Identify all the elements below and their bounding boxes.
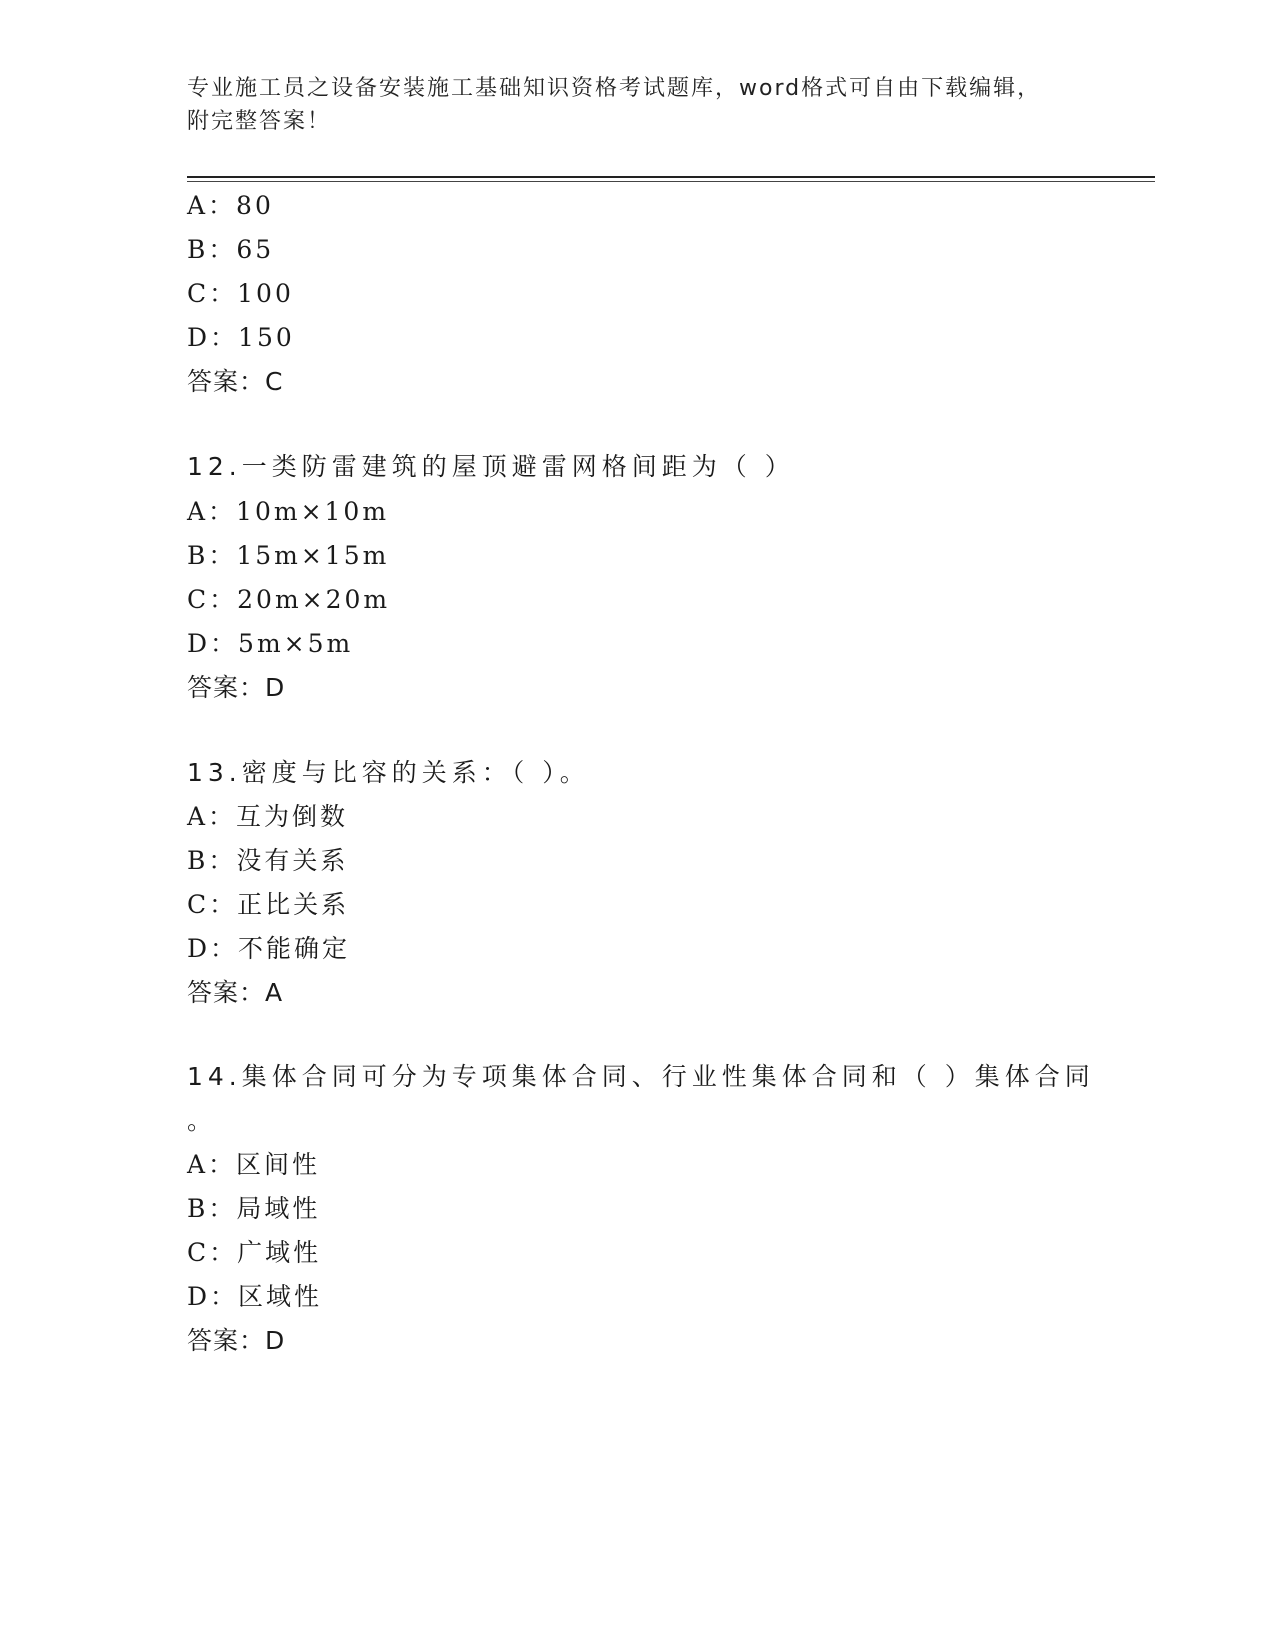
- header-line-1: 专业施工员之设备安装施工基础知识资格考试题库，word格式可自由下载编辑，: [187, 76, 1042, 101]
- q11-answer: 答案：C: [187, 367, 284, 396]
- q13-answer: 答案：A: [187, 978, 284, 1007]
- q14-question: 14.集体合同可分为专项集体合同、行业性集体合同和（ ）集体合同: [187, 1062, 1095, 1091]
- q13-option-c: C：正比关系: [187, 890, 350, 919]
- q11-option-c: C：100: [187, 279, 294, 308]
- header-line-2: 附完整答案！: [187, 109, 332, 134]
- header-divider-thick: [187, 176, 1155, 178]
- q14-option-c: C：广域性: [187, 1238, 322, 1267]
- q11-option-b: B：65: [187, 235, 275, 264]
- q14-option-a: A：区间性: [187, 1150, 321, 1179]
- q13-option-b: B：没有关系: [187, 846, 349, 875]
- q13-question: 13.密度与比容的关系：（ ）。: [187, 758, 590, 787]
- q11-option-a: A：80: [187, 191, 274, 220]
- q12-option-a: A：10m×10m: [187, 497, 390, 526]
- document-header: [187, 72, 1067, 138]
- q14-answer: 答案：D: [187, 1326, 286, 1355]
- q12-option-c: C：20m×20m: [187, 585, 391, 614]
- q12-option-b: B：15m×15m: [187, 541, 390, 570]
- q14-question-continuation: 。: [187, 1106, 218, 1135]
- q12-answer: 答案：D: [187, 673, 286, 702]
- q12-option-d: D：5m×5m: [187, 629, 354, 658]
- q12-question: 12.一类防雷建筑的屋顶避雷网格间距为（ ）: [187, 452, 795, 481]
- header-divider-thin: [187, 181, 1155, 182]
- q13-option-a: A：互为倒数: [187, 802, 349, 831]
- q11-option-d: D：150: [187, 323, 295, 352]
- q13-option-d: D：不能确定: [187, 934, 351, 963]
- q14-option-d: D：区域性: [187, 1282, 323, 1311]
- q14-option-b: B：局域性: [187, 1194, 321, 1223]
